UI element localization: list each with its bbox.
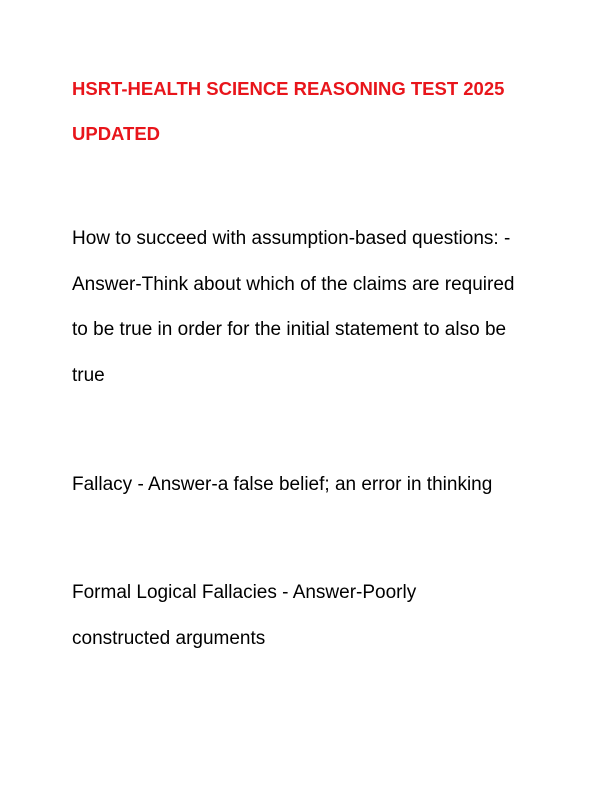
qa-entry-fallacy (72, 462, 552, 508)
document-title-line-1: HSRT-HEALTH SCIENCE REASONING TEST 2025 (72, 78, 505, 99)
entry-line: true (72, 364, 105, 386)
entry-line: Answer-Think about which of the claims are required (72, 273, 515, 295)
qa-entry-formal-fallacies (72, 570, 552, 661)
document-title (72, 66, 552, 156)
entry-line: Fallacy - Answer-a false belief; an error in thinking (72, 474, 493, 495)
entry-line: constructed arguments (72, 627, 266, 649)
document-title-line-2: UPDATED (72, 123, 161, 144)
entry-line: Formal Logical Fallacies - Answer-Poorly (72, 582, 417, 603)
entry-line: to be true in order for the initial statement to also be (72, 319, 507, 340)
qa-entry-assumption (72, 216, 552, 398)
entry-line: How to succeed with assumption-based questions: - (72, 228, 511, 249)
